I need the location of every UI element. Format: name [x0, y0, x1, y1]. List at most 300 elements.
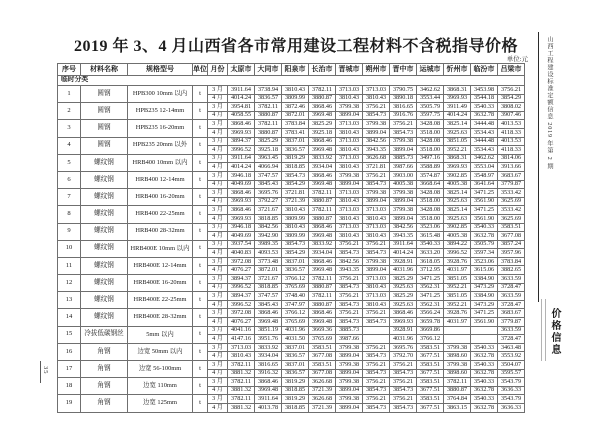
cell-price: 3851.19 [255, 326, 282, 335]
cell-price: 3756.21 [390, 361, 417, 370]
cell-spec: HPB235 20mm 以外 [128, 137, 193, 154]
cell-price: 3721.81 [282, 189, 309, 198]
cell-price: 3810.43 [363, 94, 390, 103]
cell-price: 3836.57 [282, 266, 309, 275]
cell-price: 3574.87 [417, 171, 444, 180]
cell-price: 3911.64 [390, 240, 417, 249]
cell-price: 3747.57 [255, 171, 282, 180]
cell-price: 3899.04 [363, 266, 390, 275]
cell-price: 3954.81 [228, 103, 255, 112]
column-header: 晋城市 [336, 64, 363, 76]
cell-price: 3782.11 [444, 378, 471, 387]
cell-price: 3987.66 [390, 163, 417, 172]
cell-price: 3969.48 [255, 386, 282, 395]
column-header: 太原市 [228, 64, 255, 76]
cell-price: 3946.18 [228, 223, 255, 232]
cell-price: 3818.85 [255, 214, 282, 223]
cell-price: 3943.35 [390, 232, 417, 241]
cell-price: 3782.11 [309, 275, 336, 284]
cell-price: 3868.46 [309, 257, 336, 266]
cell-unit: t [193, 292, 208, 309]
cell-price: 3444.48 [471, 120, 498, 129]
cell-price: 3677.51 [417, 403, 444, 412]
cell-month: 4 月 [208, 318, 228, 327]
cell-price: 3898.60 [444, 369, 471, 378]
cell-price: 3928.76 [444, 257, 471, 266]
cell-price: 3969.48 [255, 318, 282, 327]
cell-price: 3384.90 [471, 292, 498, 301]
cell-month: 4 月 [208, 180, 228, 189]
cell-month: 3 月 [208, 275, 228, 284]
cell-price: 3473.29 [471, 283, 498, 292]
cell-price: 3957.96 [498, 249, 525, 258]
cell-month: 4 月 [208, 128, 228, 137]
cell-price: 3854.73 [282, 171, 309, 180]
cell-price: 3903.00 [390, 171, 417, 180]
cell-price: 3713.03 [336, 189, 363, 198]
cell-price: 3633.59 [498, 275, 525, 284]
cell-price: 4076.27 [228, 318, 255, 327]
cell-price: 3677.51 [417, 352, 444, 361]
column-header: 运城市 [417, 64, 444, 76]
cell-serial-no: 18 [58, 378, 81, 395]
cell-price: 3810.43 [336, 94, 363, 103]
cell-price: 3782.11 [309, 206, 336, 215]
cell-price: 3632.78 [471, 386, 498, 395]
cell-price: 3583.51 [417, 395, 444, 404]
cell-price: 3583.51 [417, 378, 444, 387]
cell-price: 4014.24 [228, 163, 255, 172]
cell-material-name: 圆钢 [81, 120, 128, 137]
cell-unit: t [193, 154, 208, 171]
cell-price: 3792.70 [390, 352, 417, 361]
cell-price: 3756.21 [363, 378, 390, 387]
table-row [58, 309, 525, 318]
cell-month: 3 月 [208, 361, 228, 370]
cell-price: 3868.46 [309, 171, 336, 180]
cell-price: 3872.01 [282, 111, 309, 120]
cell-price: 3756.21 [390, 120, 417, 129]
cell-price: 4076.27 [228, 266, 255, 275]
cell-price: 4049.69 [228, 232, 255, 241]
cell-price: 3899.04 [390, 146, 417, 155]
cell-price: 4005.38 [390, 180, 417, 189]
cell-price: 3854.73 [336, 318, 363, 327]
cell-price: 3880.87 [309, 283, 336, 292]
cell-material-name: 圆钢 [81, 137, 128, 154]
cell-month: 3 月 [208, 171, 228, 180]
cell-month: 4 月 [208, 111, 228, 120]
table-row [58, 378, 525, 387]
cell-price: 3842.56 [336, 257, 363, 266]
cell-price: 3518.00 [417, 197, 444, 206]
cell-price: 4093.53 [255, 249, 282, 258]
cell-price: 3677.08 [309, 369, 336, 378]
cell-serial-no: 8 [58, 206, 81, 223]
cell-price: 3625.69 [498, 214, 525, 223]
cell-price: 3677.51 [417, 386, 444, 395]
cell-price: 3583.51 [417, 361, 444, 370]
column-header: 吕梁市 [498, 64, 525, 76]
column-header: 单位 [193, 64, 208, 76]
cell-price: 3969.93 [228, 197, 255, 206]
cell-price: 3894.37 [228, 275, 255, 284]
cell-price: 4005.38 [444, 232, 471, 241]
cell-unit: t [193, 361, 208, 378]
cell-price: 4031.50 [282, 335, 309, 344]
cell-price: 3583.51 [309, 361, 336, 370]
table-row [58, 223, 525, 232]
cell-price: 3819.29 [282, 154, 309, 163]
cell-price: 3518.00 [417, 128, 444, 137]
cell-price: 4014.24 [228, 94, 255, 103]
cell-price: 3756.21 [363, 171, 390, 180]
cell-price: 3868.46 [309, 223, 336, 232]
table-row [58, 103, 525, 112]
cell-month: 4 月 [208, 352, 228, 361]
cell-price: 3880.87 [255, 111, 282, 120]
cell-price: 3756.21 [498, 86, 525, 95]
cell-spec: HRB400E 16-20mm [128, 275, 193, 292]
cell-price: 3799.38 [363, 189, 390, 198]
cell-price: 3779.87 [498, 318, 525, 327]
cell-price: 3523.06 [417, 223, 444, 232]
cell-price: 3615.06 [471, 266, 498, 275]
cell-price: 3810.43 [363, 300, 390, 309]
section-divider-lines [541, 299, 546, 361]
cell-month: 4 月 [208, 335, 228, 344]
cell-price: 3540.33 [471, 103, 498, 112]
cell-month: 4 月 [208, 249, 228, 258]
cell-price: 3898.60 [444, 352, 471, 361]
cell-price: 3799.38 [336, 171, 363, 180]
cell-price: 4014.24 [444, 111, 471, 120]
cell-price: 3916.76 [390, 111, 417, 120]
cell-unit: t [193, 86, 208, 103]
cell-price: 3885.73 [336, 326, 363, 335]
cell-price: 3810.43 [336, 232, 363, 241]
cell-price: 3790.75 [390, 86, 417, 95]
cell-month: 3 月 [208, 240, 228, 249]
cell-price: 3626.68 [309, 395, 336, 404]
cell-price: 3540.33 [471, 378, 498, 387]
cell-month: 4 月 [208, 266, 228, 275]
cell-price: 3633.59 [498, 292, 525, 301]
cell-price: 3969.48 [309, 232, 336, 241]
cell-price: 3713.03 [336, 206, 363, 215]
cell-price: 3880.87 [444, 386, 471, 395]
cell-unit: t [193, 395, 208, 412]
cell-price: 4041.16 [228, 326, 255, 335]
cell-price: 3738.94 [255, 86, 282, 95]
cell-price: 3766.12 [282, 275, 309, 284]
cell-price: 4013.53 [498, 137, 525, 146]
column-header: 临汾市 [471, 64, 498, 76]
cell-unit: t [193, 275, 208, 292]
cell-price: 3764.84 [444, 395, 471, 404]
cell-price: 3899.04 [363, 128, 390, 137]
cell-month: 3 月 [208, 257, 228, 266]
cell-price: 3881.32 [228, 369, 255, 378]
cell-price: 3747.57 [255, 292, 282, 301]
cell-price: 3548.97 [471, 171, 498, 180]
cell-price: 3854.73 [363, 403, 390, 412]
cell-price: 3615.48 [417, 232, 444, 241]
cell-month: 3 月 [208, 326, 228, 335]
cell-price: 3756.21 [363, 361, 390, 370]
cell-month: 4 月 [208, 232, 228, 241]
table-row [58, 120, 525, 129]
cell-price: 3544.18 [471, 94, 498, 103]
cell-month: 3 月 [208, 292, 228, 301]
cell-price: 3854.73 [336, 249, 363, 258]
cell-price: 3765.69 [309, 335, 336, 344]
section-label: 价格信息 [549, 308, 560, 356]
table-row [58, 343, 525, 352]
cell-price: 3677.51 [417, 369, 444, 378]
cell-price: 3695.76 [255, 189, 282, 198]
cell-material-name: 螺纹钢 [81, 223, 128, 240]
cell-price: 3925.63 [444, 128, 471, 137]
cell-unit: t [193, 223, 208, 240]
cell-price: 3756.21 [336, 309, 363, 318]
cell-price: 3969.93 [444, 163, 471, 172]
table-row [58, 137, 525, 146]
cell-price: 3471.25 [417, 292, 444, 301]
cell-price: 3913.66 [498, 163, 525, 172]
cell-price: 3937.54 [228, 240, 255, 249]
cell-material-name: 螺纹钢 [81, 154, 128, 171]
cell-price: 3756.21 [336, 292, 363, 301]
cell-price: 3969.48 [309, 180, 336, 189]
cell-price: 3562.31 [417, 283, 444, 292]
cell-price: 4118.33 [498, 128, 525, 137]
cell-month: 3 月 [208, 103, 228, 112]
cell-material-name: 螺纹钢 [81, 206, 128, 223]
cell-price: 3809.99 [282, 94, 309, 103]
cell-price: 3695.76 [390, 343, 417, 352]
cell-price: 3799.38 [390, 206, 417, 215]
margin-rule [538, 32, 539, 302]
cell-price: 3880.87 [309, 300, 336, 309]
cell-price: 3534.43 [471, 128, 498, 137]
cell-spec: HRB400 10mm 以内 [128, 154, 193, 171]
cell-price: 3782.11 [228, 378, 255, 387]
cell-price: 3946.18 [228, 171, 255, 180]
cell-price: 3881.32 [228, 386, 255, 395]
cell-serial-no: 7 [58, 189, 81, 206]
cell-price: 3854.73 [363, 352, 390, 361]
cell-price: 3713.03 [363, 275, 390, 284]
cell-price: 3810.43 [228, 352, 255, 361]
cell-price: 3837.01 [282, 137, 309, 146]
cell-serial-no: 11 [58, 257, 81, 274]
table-row [58, 292, 525, 301]
cell-price: 3721.67 [255, 275, 282, 284]
cell-price: 3632.78 [471, 369, 498, 378]
cell-price: 3825.29 [390, 275, 417, 284]
cell-price: 3799.38 [444, 361, 471, 370]
cell-price: 3880.87 [309, 197, 336, 206]
cell-price: 3669.36 [309, 326, 336, 335]
cell-price: 4014.24 [390, 249, 417, 258]
cell-price: 3633.59 [498, 326, 525, 335]
cell-price: 3505.79 [417, 103, 444, 112]
cell-price: 3533.42 [498, 189, 525, 198]
cell-price: 3854.73 [282, 240, 309, 249]
table-row [58, 361, 525, 370]
cell-unit: t [193, 206, 208, 223]
cell-price: 3632.78 [471, 403, 498, 412]
category-row [58, 76, 525, 86]
cell-month: 4 月 [208, 300, 228, 309]
cell-month: 3 月 [208, 154, 228, 163]
cell-price: 3534.43 [471, 146, 498, 155]
cell-price: 3996.52 [444, 249, 471, 258]
cell-price: 3837.01 [282, 343, 309, 352]
cell-price: 3868.46 [309, 137, 336, 146]
cell-price: 3756.21 [390, 378, 417, 387]
cell-price: 3899.04 [336, 111, 363, 120]
cell-spec: HRB400E 28-32mm [128, 309, 193, 326]
cell-month: 3 月 [208, 309, 228, 318]
cell-price: 3934.04 [309, 249, 336, 258]
cell-price: 3783.84 [282, 120, 309, 129]
cell-price: 3911.49 [444, 103, 471, 112]
cell-price: 3816.65 [390, 103, 417, 112]
cell-price: 3595.57 [498, 369, 525, 378]
cell-price: 3899.04 [336, 180, 363, 189]
cell-price: 3943.35 [363, 146, 390, 155]
cell-price: 3683.67 [498, 171, 525, 180]
cell-price: 4005.38 [444, 180, 471, 189]
cell-price: 3756.21 [336, 240, 363, 249]
cell-price: 3562.31 [417, 300, 444, 309]
cell-price: 3925.63 [444, 197, 471, 206]
cell-price: 3916.32 [255, 369, 282, 378]
cell-price: 3471.25 [471, 309, 498, 318]
cell-price: 3799.38 [363, 120, 390, 129]
cell-price: 3782.11 [228, 361, 255, 370]
cell-material-name: 角钢 [81, 378, 128, 395]
cell-price [444, 335, 471, 344]
cell-price: 3799.38 [336, 343, 363, 352]
cell-price: 3810.43 [282, 86, 309, 95]
cell-price: 3561.90 [471, 318, 498, 327]
cell-price: 3810.43 [282, 206, 309, 215]
cell-price: 3894.37 [228, 137, 255, 146]
cell-price: 3636.33 [498, 403, 525, 412]
cell-price: 3721.39 [309, 403, 336, 412]
cell-price: 3928.91 [390, 257, 417, 266]
cell-price: 3842.56 [363, 137, 390, 146]
cell-price: 3540.33 [471, 223, 498, 232]
cell-unit: t [193, 326, 208, 343]
cell-material-name: 螺纹钢 [81, 189, 128, 206]
cell-price: 3854.73 [363, 386, 390, 395]
cell-price: 3721.81 [363, 163, 390, 172]
table-row [58, 257, 525, 266]
cell-price: 3748.40 [282, 292, 309, 301]
cell-price: 3969.93 [228, 128, 255, 137]
cell-price: 3868.46 [309, 309, 336, 318]
cell-price: 3553.92 [498, 352, 525, 361]
column-header: 阳泉市 [282, 64, 309, 76]
cell-price: 3845.43 [255, 300, 282, 309]
column-header: 长治市 [309, 64, 336, 76]
cell-price: 3825.29 [390, 292, 417, 301]
cell-price: 3969.48 [309, 111, 336, 120]
cell-price: 3799.38 [444, 343, 471, 352]
cell-price: 4058.55 [228, 111, 255, 120]
cell-unit: t [193, 378, 208, 395]
cell-material-name: 角钢 [81, 395, 128, 412]
cell-price: 3766.12 [417, 335, 444, 344]
cell-price: 3553.44 [417, 94, 444, 103]
cell-price: 3818.85 [255, 283, 282, 292]
cell-price: 3899.04 [390, 197, 417, 206]
cell-price: 3783.84 [498, 257, 525, 266]
cell-price: 3989.35 [255, 240, 282, 249]
cell-price: 3854.73 [363, 111, 390, 120]
cell-serial-no: 9 [58, 223, 81, 240]
cell-material-name: 螺纹钢 [81, 275, 128, 292]
cell-spec: 5mm 以内 [128, 326, 193, 343]
cell-price: 4118.33 [498, 146, 525, 155]
cell-price: 3713.03 [228, 343, 255, 352]
cell-price: 3894.37 [228, 292, 255, 301]
cell-price: 3625.69 [498, 197, 525, 206]
cell-price: 3863.15 [444, 403, 471, 412]
cell-price: 3996.52 [228, 283, 255, 292]
cell-price: 3462.62 [471, 154, 498, 163]
cell-price: 3818.85 [282, 163, 309, 172]
cell-price: 3463.48 [498, 343, 525, 352]
cell-price: 3561.90 [471, 197, 498, 206]
cell-price: 3894.22 [444, 240, 471, 249]
cell-price: 3766.12 [282, 309, 309, 318]
cell-price: 3969.48 [309, 146, 336, 155]
cell-price: 3969.48 [309, 266, 336, 275]
cell-price: 3851.05 [444, 275, 471, 284]
cell-spec: HRB400 28-32mm [128, 223, 193, 240]
cell-price: 3504.07 [498, 361, 525, 370]
page-number: 35 [42, 366, 49, 375]
cell-price: 3518.00 [417, 214, 444, 223]
cell-material-name: 螺纹钢 [81, 292, 128, 309]
cell-price: 3810.43 [336, 146, 363, 155]
cell-price: 3996.52 [228, 300, 255, 309]
cell-price: 3540.33 [471, 395, 498, 404]
table-row [58, 154, 525, 163]
cell-price: 3819.29 [282, 395, 309, 404]
cell-price: 3428.08 [417, 206, 444, 215]
cell-price: 3837.01 [282, 257, 309, 266]
cell-price: 3641.64 [471, 180, 498, 189]
cell-spec: 边宽 56-100mm [128, 361, 193, 378]
cell-price: 3713.03 [336, 154, 363, 163]
cell-price: 3868.31 [444, 154, 471, 163]
cell-price: 3712.95 [417, 266, 444, 275]
cell-price: 3825.29 [309, 120, 336, 129]
cell-price: 3782.11 [309, 292, 336, 301]
cell-price: 3899.04 [336, 403, 363, 412]
cell-material-name: 螺纹钢 [81, 171, 128, 188]
column-header: 序号 [58, 64, 81, 76]
column-header: 大同市 [255, 64, 282, 76]
cell-price: 3942.90 [255, 232, 282, 241]
cell-serial-no: 15 [58, 326, 81, 343]
